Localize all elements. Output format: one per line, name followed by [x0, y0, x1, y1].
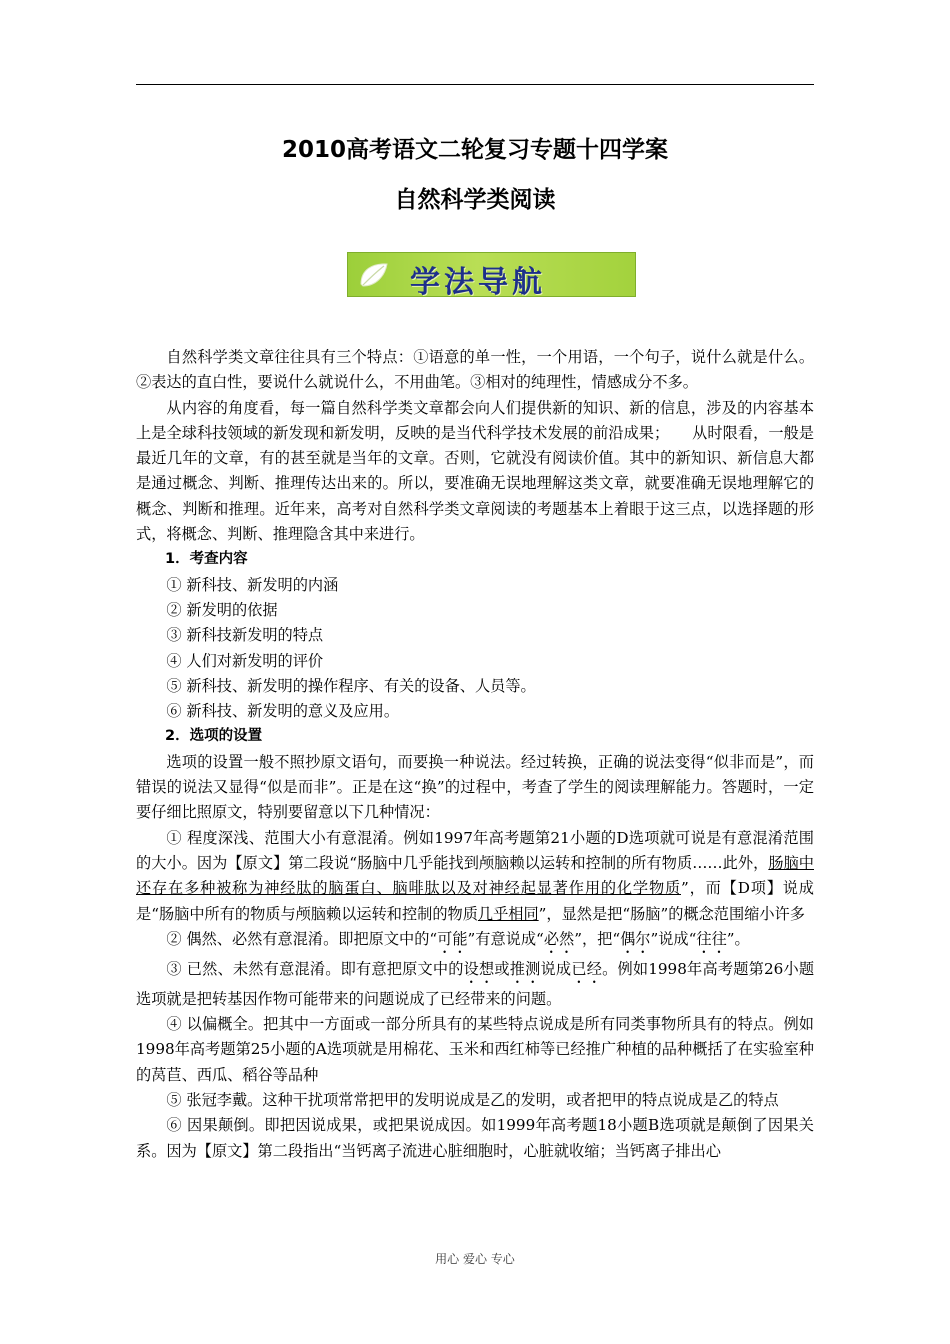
text-run: ”。 [726, 929, 750, 948]
list-item: ③ 新科技新发明的特点 [166, 626, 324, 645]
section-2-paragraph: 选项的设置一般不照抄原文语句，而要换一种说法。经过转换，正确的说法变得“似非而是”，而错误的说法又显得“似是而非”。正是在这“换”的过程中，考查了学生的阅读理解能力。答题时，一定要仔细比照原文，特别要留意以下几种情况： [136, 752, 814, 822]
section-2-heading: 2．选项的设置 [165, 728, 263, 745]
header-rule [136, 84, 814, 85]
case-3-paragraph [136, 957, 814, 1012]
list-item: ⑥ 新科技、新发明的意义及应用。 [166, 702, 400, 721]
text-run: 或 [494, 959, 510, 978]
text-run: ”有意说成“ [467, 929, 544, 948]
banner-text: 学法导航 [410, 265, 546, 297]
case-4-paragraph: ④ 以偏概全。把其中一方面或一部分所具有的某些特点说成是所有同类事物所具有的特点。例如1998年高考题第25小题的A选项就是用棉花、玉米和西红柿等已经推广种植的品种概括了在实验室种的莴苣、西瓜、稻谷等品种 [136, 1015, 814, 1084]
case-2-paragraph [136, 927, 814, 957]
section-1-heading: 1．考查内容 [165, 551, 248, 568]
text-run: ”，显然是把“肠脑”的概念范围缩小许多 [538, 904, 805, 923]
text-run: ① 程度深浅、范围大小有意混淆。例如1997年高考题第21小题的D选项就可说是有意混淆范围的大小。因为【原文】第二段说“肠脑中几乎能找到颅脑赖以运转和控制的所有物质……此外， [136, 828, 814, 872]
text-run: ③ 已然、未然有意混淆。即有意把原文中的 [166, 959, 464, 978]
document-body [136, 345, 814, 1164]
case-5-paragraph: ⑤ 张冠李戴。这种干扰项常常把甲的发明说成是乙的发明，或者把甲的特点说成是乙的特点 [166, 1091, 779, 1110]
emphasized-word: 偶尔 [620, 929, 651, 948]
document-subtitle: 自然科学类阅读 [394, 187, 556, 213]
underlined-phrase: 几乎相同 [477, 904, 539, 923]
emphasized-word: 推测 [509, 959, 541, 978]
page-footer: 用心 爱心 专心 [435, 1252, 515, 1266]
underlined-quote: 肠脑中还存在多种被称为神经肽的脑蛋白、脑啡肽以及对神经起显著作用的化学物质 [136, 853, 814, 898]
list-item: ① 新科技、新发明的内涵 [166, 575, 339, 594]
text-run: ② 偶然、必然有意混淆。即把原文中的“ [166, 929, 438, 948]
emphasized-word: 往往 [696, 929, 727, 948]
text-run: ”，而【D项】说成是“肠脑中所有的物质与颅脑赖以运转和控制的物质 [136, 879, 814, 923]
text-run: ”说成“ [650, 929, 697, 948]
text-run: 。例如1998年高考题第26小题选项就是把转基因作物可能带来的问题说成了已经带来的问题。 [136, 959, 815, 1008]
study-guide-banner [347, 252, 636, 297]
list-item: ④ 人们对新发明的评价 [166, 651, 324, 670]
text-run: ”，把“ [574, 929, 621, 948]
list-item: ⑤ 新科技、新发明的操作程序、有关的设备、人员等。 [166, 676, 536, 695]
list-item: ② 新发明的依据 [166, 600, 278, 619]
text-run: 说成 [540, 959, 572, 978]
emphasized-word: 可能 [437, 929, 468, 948]
emphasized-word: 设想 [463, 959, 495, 978]
leaf-icon [358, 260, 390, 290]
emphasized-word: 已经 [571, 959, 603, 978]
intro-paragraph-1: 自然科学类文章往往具有三个特点：①语意的单一性，一个用语，一个句子，说什么就是什么。②表达的直白性，要说什么就说什么，不用曲笔。③相对的纯理性，情感成分不多。 [136, 348, 814, 392]
intro-paragraph-2: 从内容的角度看，每一篇自然科学类文章都会向人们提供新的知识、新的信息，涉及的内容基本上是全球科技领域的新发现和新发明，反映的是当代科学技术发展的前沿成果； 从时限看，一般是最近几年的文章，有的甚至就是当年的文章。否则，它就没有阅读价值。其中的新知识、新信息大都是通过概念、判断、推理传达出来的。所以，要准确无误地理解这类文章，就要准确无误地理解它的概念、判断和推理。近年来，高考对自然科学类文章阅读的考题基本上着眼于这三点，以选择题的形式，将概念、判断、推理隐含其中来进行。 [136, 398, 814, 544]
document-title: 2010高考语文二轮复习专题十四学案 [281, 137, 668, 163]
case-1-paragraph [136, 826, 814, 927]
case-6-paragraph: ⑥ 因果颠倒。即把因说成果，或把果说成因。如1999年高考题18小题B选项就是颠倒了因果关系。因为【原文】第二段指出“当钙离子流进心脏细胞时，心脏就收缩；当钙离子排出心 [136, 1116, 814, 1160]
emphasized-word: 必然 [543, 929, 575, 948]
